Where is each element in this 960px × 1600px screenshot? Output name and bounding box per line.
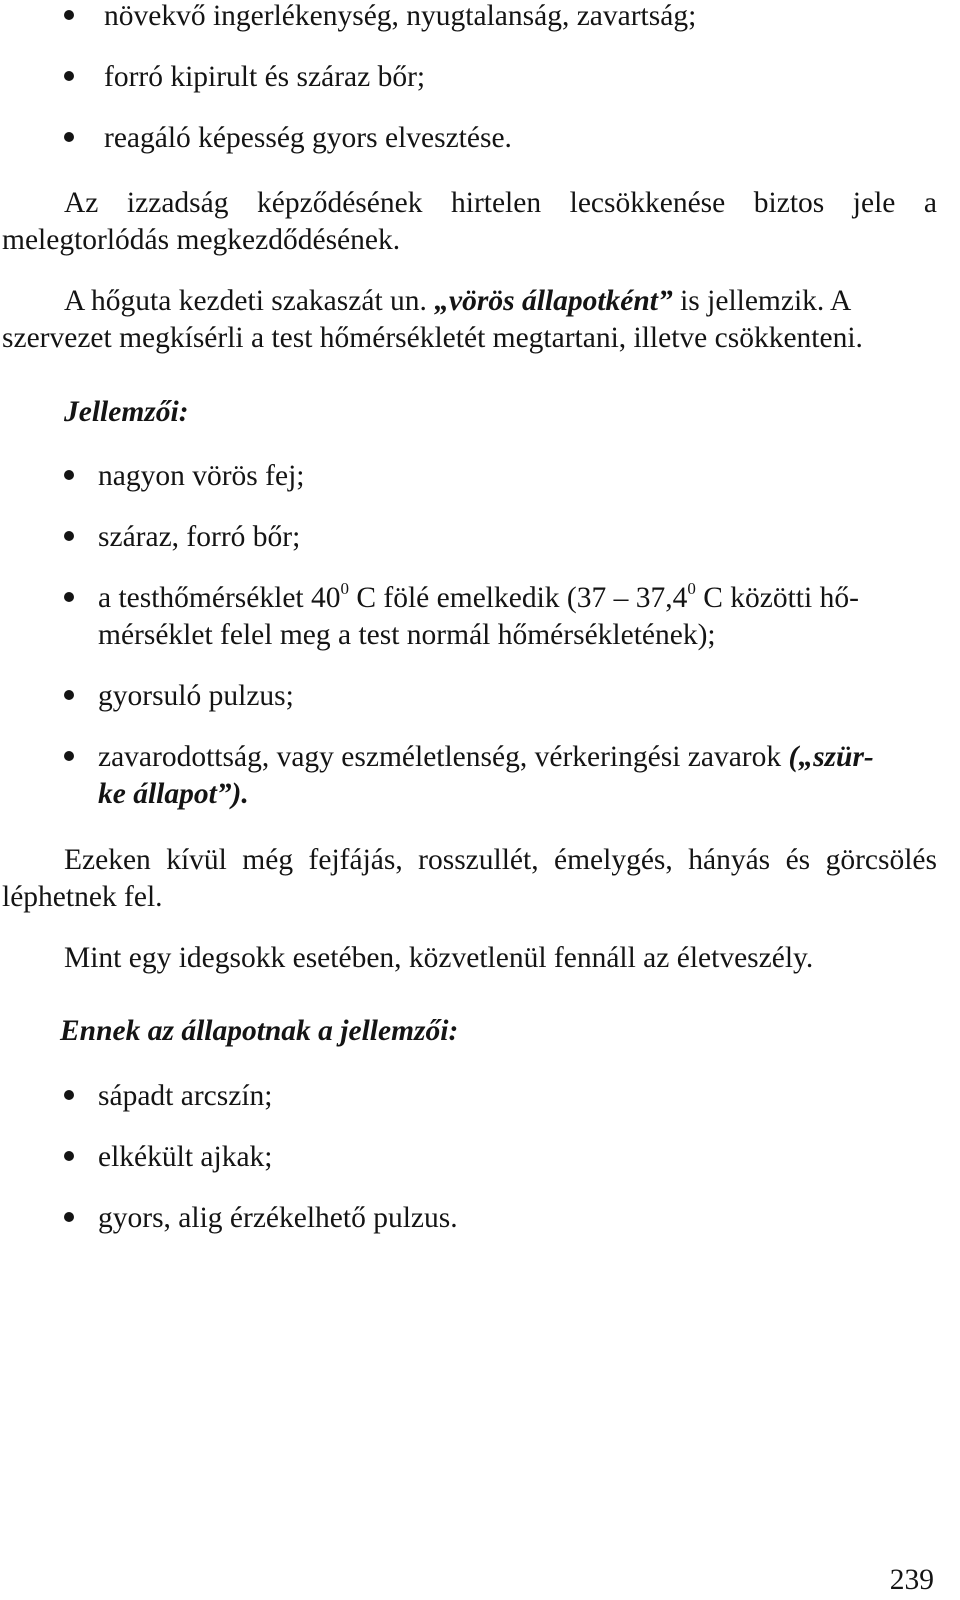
emphasis-text: („szür- <box>788 741 874 773</box>
bullet-icon <box>64 132 74 142</box>
emphasis-text: „vörös állapotként” <box>434 285 673 317</box>
list-item: gyors, alig érzékelhető pulzus. <box>98 1202 458 1234</box>
paragraph-line: Ezeken kívül még fejfájás, rosszullét, émelygés, hányás és görcsölés <box>64 844 937 876</box>
bullet-icon <box>64 10 74 20</box>
bullet-icon <box>64 470 74 480</box>
section-heading: Jellemzői: <box>64 396 189 428</box>
bullet-icon <box>64 1090 74 1100</box>
paragraph-line: Az izzadság képződésének hirtelen lecsökkenése biztos jele a <box>64 187 937 219</box>
bullet-icon <box>64 531 74 541</box>
list-item: növekvő ingerlékenység, nyugtalanság, zavartság; <box>104 0 697 32</box>
list-item: a testhőmérséklet $40^0$ C fölé emelkedik (37 – 37,4$^0$ C közötti hő- <box>98 579 859 614</box>
paragraph-text: A hőguta kezdeti szakaszát un. <box>64 285 435 317</box>
paragraph-line: Mint egy idegsokk esetében, közvetlenül fennáll az életveszély. <box>64 942 814 974</box>
list-item: sápadt arcszín; <box>98 1080 273 1112</box>
list-item: száraz, forró bőr; <box>98 521 301 553</box>
bullet-icon <box>64 1212 74 1222</box>
list-item: forró kipirult és száraz bőr; <box>104 61 426 93</box>
superscript: 0 <box>687 579 696 598</box>
bullet-icon <box>64 690 74 700</box>
paragraph-line: szervezet megkísérli a test hőmérsékletét megtartani, illetve csökkenteni. <box>2 322 863 354</box>
list-item: gyorsuló pulzus; <box>98 680 294 712</box>
superscript: 0 <box>340 579 349 598</box>
list-item: elkékült ajkak; <box>98 1141 273 1173</box>
paragraph-line: melegtorlódás megkezdődésének. <box>2 224 401 256</box>
list-item: nagyon vörös fej; <box>98 460 305 492</box>
bullet-icon <box>64 71 74 81</box>
section-heading: Ennek az állapotnak a jellemzői: <box>60 1015 459 1047</box>
bullet-icon <box>64 592 74 602</box>
list-item: zavarodottság, vagy eszméletlenség, vérkeringési zavarok („szür- <box>98 741 874 773</box>
paragraph-line <box>64 287 851 317</box>
paragraph-line: léphetnek fel. <box>2 881 163 913</box>
bullet-icon <box>64 751 74 761</box>
page-number: 239 <box>889 1564 934 1596</box>
list-item-continuation: mérséklet felel meg a test normál hőmérsékletének); <box>98 619 716 651</box>
bullet-icon <box>64 1151 74 1161</box>
list-item-continuation: ke állapot”). <box>98 778 249 810</box>
paragraph-text: is jellemzik. A <box>672 285 852 317</box>
list-item: reagáló képesség gyors elvesztése. <box>104 122 512 154</box>
